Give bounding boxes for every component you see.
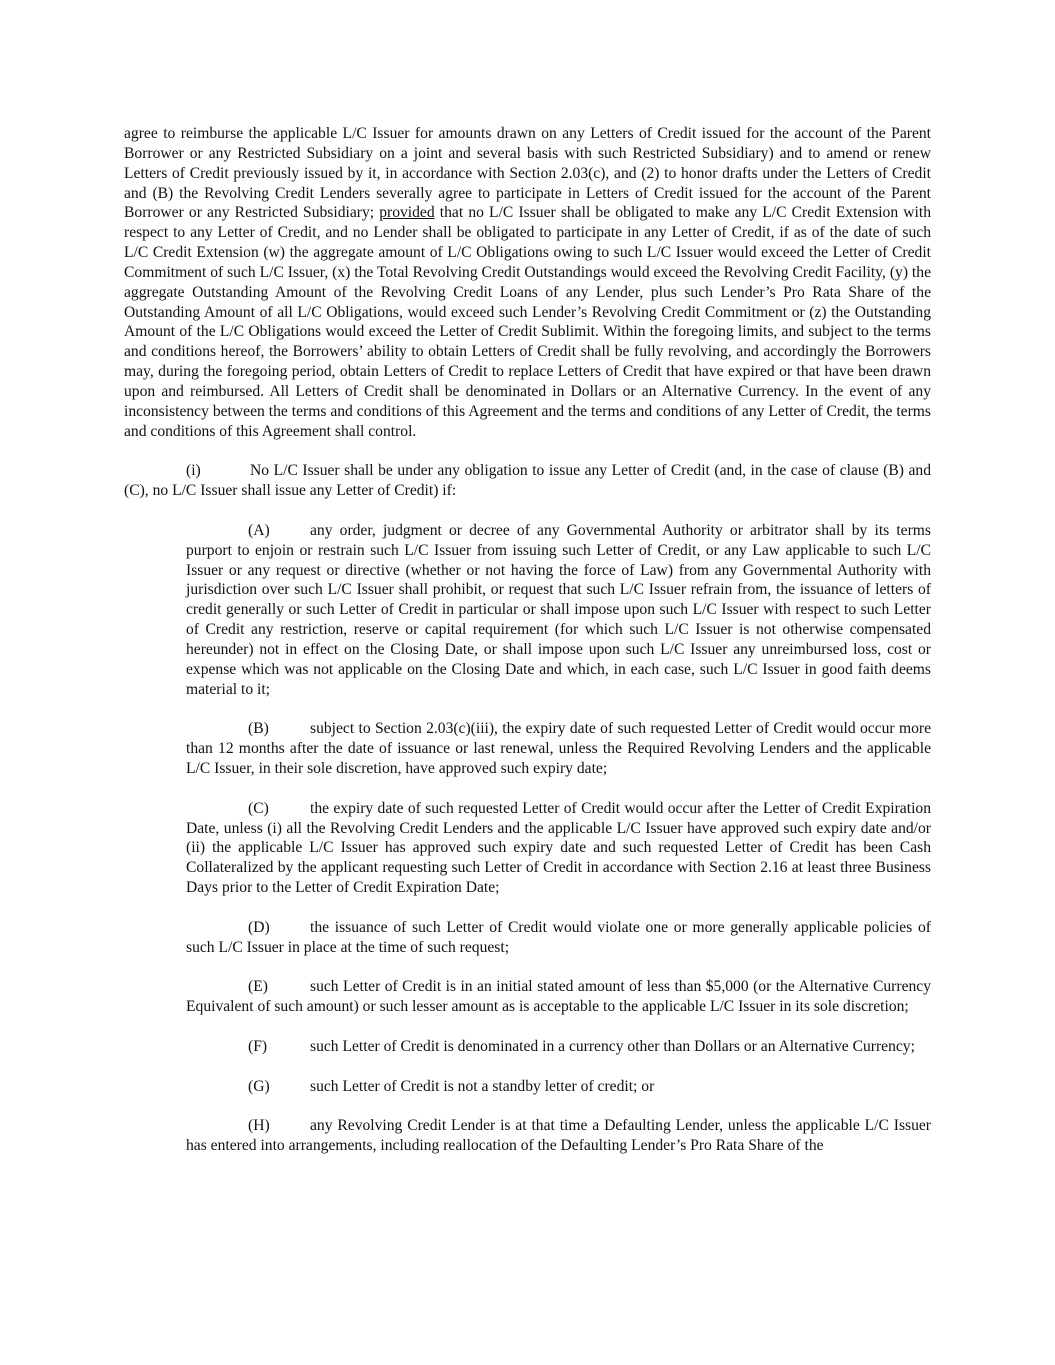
subclause-text: such Letter of Credit is in an initial stated amount of less than $5,000 (or the Alternative Currency Equivalent of such amount) or such lesser amount as is acceptable to the applicable L/C Issuer in its sole discretion; (186, 978, 931, 1016)
subclause-label: (E) (248, 978, 268, 996)
subclause-text: such Letter of Credit is denominated in a currency other than Dollars or an Alternative Currency; (310, 1037, 915, 1055)
subclause-g (186, 1077, 931, 1097)
subclause-text: the issuance of such Letter of Credit would violate one or more generally applicable policies of such L/C Issuer in place at the time of such request; (186, 918, 931, 956)
subclause-label: (B) (248, 720, 269, 738)
subclause-text: such Letter of Credit is not a standby letter of credit; or (310, 1077, 655, 1095)
clause-i (124, 461, 931, 501)
intro-paragraph (124, 124, 931, 442)
clause-i-label: (i) (186, 462, 201, 480)
subclause-b (186, 719, 931, 779)
subclause-a (186, 521, 931, 700)
subclause-f (186, 1037, 931, 1057)
provided-term: provided (379, 204, 435, 222)
document-page (124, 124, 931, 1156)
subclause-text: any order, judgment or decree of any Governmental Authority or arbitrator shall by its terms purport to enjoin or restrain such L/C Issuer from issuing such Letter of Credit, or any Law applicable to such L/C Issuer or any request or directive (whether or not having the force of Law) from any Governmental Authority with jurisdiction over such L/C Issuer shall prohibit, or request that such L/C Issuer refrain from, the issuance of letters of credit generally or such Letter of Credit in particular or shall impose upon such L/C Issuer with respect to such Letter of Credit any restriction, reserve or capital requirement (for which such L/C Issuer is not otherwise compensated hereunder) not in effect on the Closing Date, or shall impose upon such L/C Issuer any unreimbursed loss, cost or expense which was not applicable on the Closing Date and which, in each case, such L/C Issuer in good faith deems material to it; (186, 521, 931, 698)
subclause-c (186, 799, 931, 898)
subclause-label: (C) (248, 799, 269, 817)
subclause-d (186, 918, 931, 958)
intro-text-part1: agree to reimburse the applicable L/C Issuer for amounts drawn on any Letters of Credit issued for the account of the Parent Borrower or any Restricted Subsidiary on a joint and several basis with such Restricted Subsidiary) and to amend or renew Letters of Credit previously issued by it, in accordance with Section 2.03(c), and (2) to honor drafts under the Letters of Credit and (B) the Revolving Credit Lenders severally agree to participate in Letters of Credit issued for the account of the Parent Borrower or any Restricted Subsidiary; (124, 125, 931, 222)
subclause-label: (A) (248, 521, 270, 539)
subclause-h (186, 1116, 931, 1156)
subclause-text: subject to Section 2.03(c)(iii), the expiry date of such requested Letter of Credit would occur more than 12 months after the date of issuance or last renewal, unless the Required Revolving Lenders and the applicable L/C Issuer, in their sole discretion, have approved such expiry date; (186, 720, 931, 777)
subclause-e (186, 977, 931, 1017)
clause-i-text: No L/C Issuer shall be under any obligation to issue any Letter of Credit (and, in the case of clause (B) and (C), no L/C Issuer shall issue any Letter of Credit) if: (124, 462, 931, 500)
intro-text-part2: that no L/C Issuer shall be obligated to make any L/C Credit Extension with respect to any Letter of Credit, and no Lender shall be obligated to participate in any Letter of Credit, if as of the date of such L/C Credit Extension (w) the aggregate amount of L/C Obligations owing to such L/C Issuer would exceed the Letter of Credit Commitment of such L/C Issuer, (x) the Total Revolving Credit Outstandings would exceed the Revolving Credit Facility, (y) the aggregate Outstanding Amount of the Revolving Credit Loans of any Lender, plus such Lender’s Pro Rata Share of the Outstanding Amount of all L/C Obligations, would exceed such Lender’s Revolving Credit Commitment or (z) the Outstanding Amount of the L/C Obligations would exceed the Letter of Credit Sublimit. Within the foregoing limits, and subject to the terms and conditions hereof, the Borrowers’ ability to obtain Letters of Credit shall be fully revolving, and accordingly the Borrowers may, during the foregoing period, obtain Letters of Credit to replace Letters of Credit that have expired or that have been drawn upon and reimbursed. All Letters of Credit shall be denominated in Dollars or an Alternative Currency. In the event of any inconsistency between the terms and conditions of this Agreement and the terms and conditions of any Letter of Credit, the terms and conditions of this Agreement shall control. (124, 204, 931, 440)
subclause-label: (F) (248, 1037, 268, 1055)
subclause-label: (D) (248, 918, 270, 936)
subclause-text: the expiry date of such requested Letter of Credit would occur after the Letter of Credit Expiration Date, unless (i) all the Revolving Credit Lenders and the applicable L/C Issuer have approved such expiry date and/or (ii) the applicable L/C Issuer has approved such expiry date and such requested Letter of Credit has been Cash Collateralized by the applicant requesting such Letter of Credit in accordance with Section 2.16 at least three Business Days prior to the Letter of Credit Expiration Date; (186, 799, 931, 897)
subclause-text: any Revolving Credit Lender is at that time a Defaulting Lender, unless the applicable L/C Issuer has entered into arrangements, including reallocation of the Defaulting Lender’s Pro Rata Share of the (186, 1117, 931, 1155)
subclause-label: (H) (248, 1117, 270, 1135)
subclause-label: (G) (248, 1077, 270, 1095)
